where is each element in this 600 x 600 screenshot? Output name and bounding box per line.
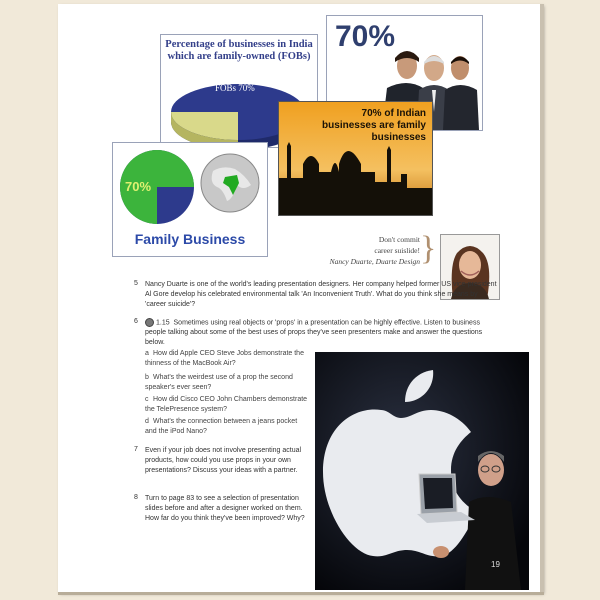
question-6-text: Sometimes using real objects or 'props' in a presentation can be highly effective. Listen to business people talking about some of the best uses of props they've seen presenters make and answer the questions below. <box>145 319 483 347</box>
quote-box <box>310 234 420 267</box>
question-6a-text: How did Apple CEO Steve Jobs demonstrate the thinness of the MacBook Air? <box>145 350 304 367</box>
question-6-track: 1.15 <box>156 319 170 327</box>
question-6a <box>145 349 310 369</box>
question-6b-text: What's the weirdest use of a prop the second speaker's ever seen? <box>145 374 293 391</box>
family-pie-label: 70% <box>125 179 152 194</box>
question-6c <box>145 395 310 415</box>
question-6d-text: What's the connection between a jeans pocket and the iPod Nano? <box>145 418 298 435</box>
question-6a-letter: a <box>145 350 149 357</box>
taj-caption: 70% of Indian businesses are family businesses <box>322 108 426 143</box>
question-7-text: Even if your job does not involve presenting actual products, how could you use props in your own presentations? Discuss your ideas with a partner. <box>145 447 302 474</box>
curly-brace-icon: } <box>420 230 437 267</box>
page-bottom-edge <box>58 592 544 595</box>
question-6b-letter: b <box>145 374 149 381</box>
question-6-number: 6 <box>134 318 138 325</box>
question-6c-text: How did Cisco CEO John Chambers demonstrate the TelePresence system? <box>145 396 308 413</box>
question-6d <box>145 417 310 437</box>
pie-fobs-label: FOBs 70% <box>215 83 255 93</box>
question-5-text: Nancy Duarte is one of the world's leading presentation designers. Her company helped former US vice-president Al Gore develop his celebrated environmental talk 'An Inconvenient Truth'. What do you think she means by 'career suicide'? <box>145 281 497 308</box>
question-6d-letter: d <box>145 418 149 425</box>
question-8-number: 8 <box>134 494 138 501</box>
big-percent-text: 70% <box>335 20 396 53</box>
audio-cd-icon <box>145 318 154 327</box>
apple-logo-stage <box>315 352 529 590</box>
quote-attribution: Nancy Duarte, Duarte Design <box>329 257 420 266</box>
slide-india-title: Percentage of businesses in India which are family-owned (FOBs) <box>165 39 313 62</box>
question-6c-letter: c <box>145 396 149 403</box>
question-6b <box>145 373 310 393</box>
question-7-number: 7 <box>134 446 138 453</box>
steve-jobs-photo <box>315 352 529 590</box>
quote-line-1: Don't commit <box>378 235 420 244</box>
page-number: 19 <box>491 560 500 569</box>
family-business-label: Family Business <box>134 231 246 247</box>
slide-taj-mahal <box>278 101 433 216</box>
question-6-body <box>145 318 500 348</box>
quote-line-2: career suislide! <box>374 246 420 255</box>
page-edge <box>540 4 544 594</box>
question-5-number: 5 <box>134 280 138 287</box>
question-8-text: Turn to page 83 to see a selection of presentation slides before and after a designer worked on them. How far do you think they've been improved? Why? <box>145 495 305 522</box>
slide-family-business <box>112 142 268 257</box>
